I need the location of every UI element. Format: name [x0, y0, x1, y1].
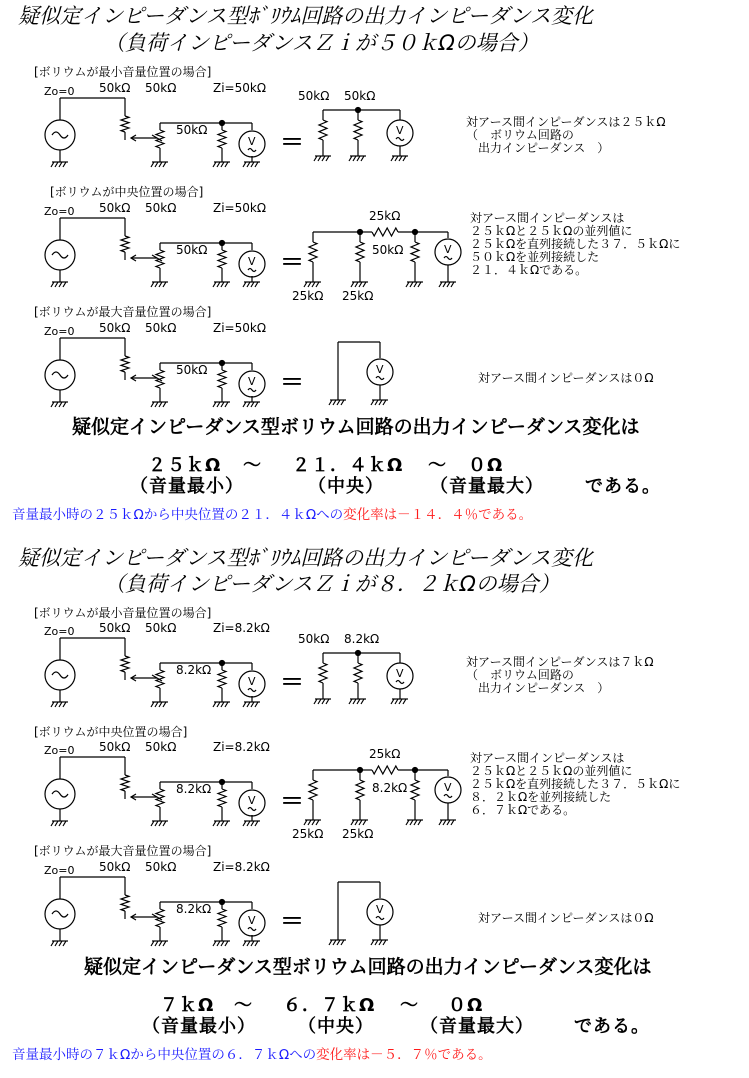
- s2c2-equivalent-circuit: [292, 747, 461, 841]
- s2c2-eq-shunt2-label: 25kΩ: [342, 827, 374, 841]
- s2c1-eq-voltmeter-label: V: [396, 667, 404, 680]
- s2c3-description: [478, 911, 654, 925]
- s1-summary-heading: 疑似定インピーダンス型ボリウム回路の出力インピーダンス変化は: [72, 416, 640, 438]
- s1c1-eq-r2-label: 50kΩ: [344, 89, 376, 103]
- s2c1-eq-r1-label: 50kΩ: [298, 632, 330, 646]
- s2c3-equals: ＝: [280, 907, 304, 935]
- s1c2-eq-load-label: 50kΩ: [372, 243, 404, 257]
- s2c2-r2-label: 50kΩ: [145, 740, 177, 754]
- s2c1-equivalent-circuit: [298, 632, 413, 704]
- s2c3-eq-voltmeter-label: V: [376, 903, 384, 916]
- s2c1-zi-label: Zi=8.2kΩ: [213, 621, 270, 635]
- s2c3-voltmeter-label: V: [248, 914, 256, 927]
- s2c2-description-line: ２５ｋΩを直列接続した３７．５ｋΩに: [470, 777, 681, 791]
- s2c2-description-line: ６．７ｋΩである。: [470, 803, 576, 817]
- s1-title-line2: （負荷インピーダンスＺｉが５０ｋΩの場合）: [104, 31, 539, 55]
- s1c1-description-line: 出力インピーダンス ）: [466, 141, 610, 155]
- s2c2-r1-label: 50kΩ: [99, 740, 131, 754]
- s1c3-zi-label: Zi=50kΩ: [213, 321, 266, 335]
- s1c3-r1-label: 50kΩ: [99, 321, 131, 335]
- s1c1-caption: [ボリウムが最小音量位置の場合]: [34, 65, 212, 79]
- s2-tilde-2: ～: [400, 995, 419, 1016]
- s2c1-r2-label: 50kΩ: [145, 621, 177, 635]
- s1-tilde-1: ～: [243, 455, 262, 476]
- s2c3-r1-label: 50kΩ: [99, 860, 131, 874]
- s1c1-r2-label: 50kΩ: [145, 81, 177, 95]
- s2c2-equals: ＝: [280, 787, 304, 815]
- s2c3-r2-label: 50kΩ: [145, 860, 177, 874]
- s1c3-eq-voltmeter-label: V: [376, 363, 384, 376]
- s1c2-description: [470, 211, 680, 277]
- s1c1-rl-label: 50kΩ: [176, 123, 208, 137]
- s1c2-equals: ＝: [280, 248, 304, 276]
- s2c1-description-line: 対アース間インピーダンスは７ｋΩ: [466, 655, 654, 669]
- s1c2-description-line: ２１．４ｋΩである。: [470, 263, 588, 277]
- s2-dearu: である。: [574, 1016, 650, 1037]
- s2c1-caption: [ボリウムが最小音量位置の場合]: [34, 606, 212, 620]
- s2c2-caption: [ボリウムが中央位置の場合]: [34, 725, 188, 739]
- s2c1-eq-r2-label: 8.2kΩ: [344, 632, 380, 646]
- s2-value-min: ７ｋΩ: [160, 995, 215, 1016]
- s2c1-description-line: （ ボリウム回路の: [466, 668, 574, 682]
- s2-tilde-1: ～: [234, 995, 253, 1016]
- s2c2-description: [470, 751, 680, 817]
- s1-label-max: （音量最大）: [430, 476, 544, 497]
- s1c1-description-line: 対アース間インピーダンスは２５ｋΩ: [466, 115, 666, 129]
- s1-note-blue: 音量最小時の２５ｋΩから中央位置の２１．４ｋΩへの: [12, 507, 344, 523]
- s2c1-description: [466, 655, 654, 695]
- s1c1-description: [466, 115, 666, 155]
- s2c2-eq-series-label: 25kΩ: [369, 747, 401, 761]
- s2-label-max: （音量最大）: [420, 1016, 534, 1037]
- s2c3-description-line: 対アース間インピーダンスは０Ω: [478, 911, 654, 925]
- s2-title-line2: （負荷インピーダンスＺｉが８．２ｋΩの場合）: [104, 572, 560, 596]
- s1c2-r1-label: 50kΩ: [99, 201, 131, 215]
- s2c3-rl-label: 8.2kΩ: [176, 902, 212, 916]
- s1c1-description-line: （ ボリウム回路の: [466, 128, 574, 142]
- s2c2-eq-load-label: 8.2kΩ: [372, 781, 408, 795]
- s2-value-max: ０Ω: [448, 995, 484, 1016]
- s1c2-rl-label: 50kΩ: [176, 243, 208, 257]
- s1c2-eq-shunt1-label: 25kΩ: [292, 289, 324, 303]
- s1c2-zi-label: Zi=50kΩ: [213, 201, 266, 215]
- s1-value-min: ２５ｋΩ: [148, 455, 222, 476]
- s2-title-line1: 疑似定インピーダンス型ﾎﾞﾘｳﾑ回路の出力インピーダンス変化: [18, 546, 593, 570]
- s2c1-description-line: 出力インピーダンス ）: [466, 681, 610, 695]
- s2c1-voltmeter-label: V: [248, 675, 256, 688]
- s2c2-eq-voltmeter-label: V: [444, 781, 452, 794]
- s2c2-zi-label: Zi=8.2kΩ: [213, 740, 270, 754]
- s1c2-eq-shunt2-label: 25kΩ: [342, 289, 374, 303]
- s2c2-rl-label: 8.2kΩ: [176, 782, 212, 796]
- s1c3-r2-label: 50kΩ: [145, 321, 177, 335]
- s1c2-voltmeter-label: V: [248, 255, 256, 268]
- s2-value-mid: ６．７ｋΩ: [283, 995, 376, 1016]
- s1c3-description: [478, 371, 654, 385]
- s2c3-caption: [ボリウムが最大音量位置の場合]: [34, 844, 212, 858]
- s1c1-voltmeter-label: V: [248, 135, 256, 148]
- s1c1-equivalent-circuit: [298, 89, 413, 161]
- s1-note-red: 変化率は－１４．４％である。: [343, 507, 533, 523]
- s1c3-zo-label: Zo=0: [44, 325, 75, 338]
- s2c2-voltmeter-label: V: [248, 794, 256, 807]
- s1-label-min: （音量最小）: [130, 476, 244, 497]
- s1-dearu: である。: [585, 476, 661, 497]
- s2-note-red: 変化率は－５．７％である。: [316, 1047, 492, 1063]
- s2c2-description-line: ８．２ｋΩを並列接続した: [470, 790, 612, 804]
- s1-tilde-2: ～: [428, 455, 447, 476]
- s2-label-min: （音量最小）: [142, 1016, 256, 1037]
- s1c1-r1-label: 50kΩ: [99, 81, 131, 95]
- s1c2-eq-series-label: 25kΩ: [369, 209, 401, 223]
- s1c1-eq-voltmeter-label: V: [396, 124, 404, 137]
- s1c2-caption: [ボリウムが中央位置の場合]: [50, 185, 204, 199]
- s2c3-zo-label: Zo=0: [44, 864, 75, 877]
- s1c3-equals: ＝: [280, 368, 304, 396]
- s1c1-zo-label: Zo=0: [44, 85, 75, 98]
- s2c2-eq-shunt1-label: 25kΩ: [292, 827, 324, 841]
- s2c3-zi-label: Zi=8.2kΩ: [213, 860, 270, 874]
- s1c1-zi-label: Zi=50kΩ: [213, 81, 266, 95]
- s1c2-main-circuit: [44, 201, 304, 287]
- s1c1-main-circuit: [44, 81, 304, 167]
- s2c1-rl-label: 8.2kΩ: [176, 663, 212, 677]
- s1c2-description-line: 対アース間インピーダンスは: [470, 211, 625, 225]
- s1-label-mid: （中央）: [308, 476, 384, 497]
- s1c1-eq-r1-label: 50kΩ: [298, 89, 330, 103]
- s2c1-r1-label: 50kΩ: [99, 621, 131, 635]
- s1-value-mid: ２１．４ｋΩ: [292, 455, 404, 476]
- s2c3-main-circuit: [44, 860, 304, 946]
- s1c3-main-circuit: [44, 321, 304, 407]
- s1c2-eq-voltmeter-label: V: [444, 243, 452, 256]
- s2c3-equivalent-circuit: [329, 882, 393, 945]
- s1c3-rl-label: 50kΩ: [176, 363, 208, 377]
- s1c2-description-line: ５０ｋΩを並列接続した: [470, 250, 600, 264]
- s1c2-equivalent-circuit: [292, 209, 461, 303]
- s2c2-description-line: 対アース間インピーダンスは: [470, 751, 625, 765]
- s1c3-equivalent-circuit: [329, 342, 393, 405]
- s1-title-line1: 疑似定インピーダンス型ﾎﾞﾘｳﾑ回路の出力インピーダンス変化: [18, 4, 593, 28]
- s2c1-main-circuit: [44, 621, 304, 707]
- s1c3-voltmeter-label: V: [248, 375, 256, 388]
- s1c1-equals: ＝: [280, 128, 304, 156]
- s1c2-description-line: ２５ｋΩと２５ｋΩの並列値に: [470, 224, 633, 238]
- s1-value-max: ０Ω: [468, 455, 504, 476]
- s2-label-mid: （中央）: [298, 1016, 374, 1037]
- s2-note-blue: 音量最小時の７ｋΩから中央位置の６．７ｋΩへの: [12, 1047, 317, 1063]
- s2c2-description-line: ２５ｋΩと２５ｋΩの並列値に: [470, 764, 633, 778]
- s2-summary-heading: 疑似定インピーダンス型ボリウム回路の出力インピーダンス変化は: [84, 956, 652, 978]
- s2c2-zo-label: Zo=0: [44, 744, 75, 757]
- s1c3-caption: [ボリウムが最大音量位置の場合]: [34, 305, 212, 319]
- s2c2-main-circuit: [44, 740, 304, 826]
- s1c3-description-line: 対アース間インピーダンスは０Ω: [478, 371, 654, 385]
- s1c2-zo-label: Zo=0: [44, 205, 75, 218]
- s2c1-zo-label: Zo=0: [44, 625, 75, 638]
- s1c2-description-line: ２５ｋΩを直列接続した３７．５ｋΩに: [470, 237, 681, 251]
- s1c2-r2-label: 50kΩ: [145, 201, 177, 215]
- s2c1-equals: ＝: [280, 668, 304, 696]
